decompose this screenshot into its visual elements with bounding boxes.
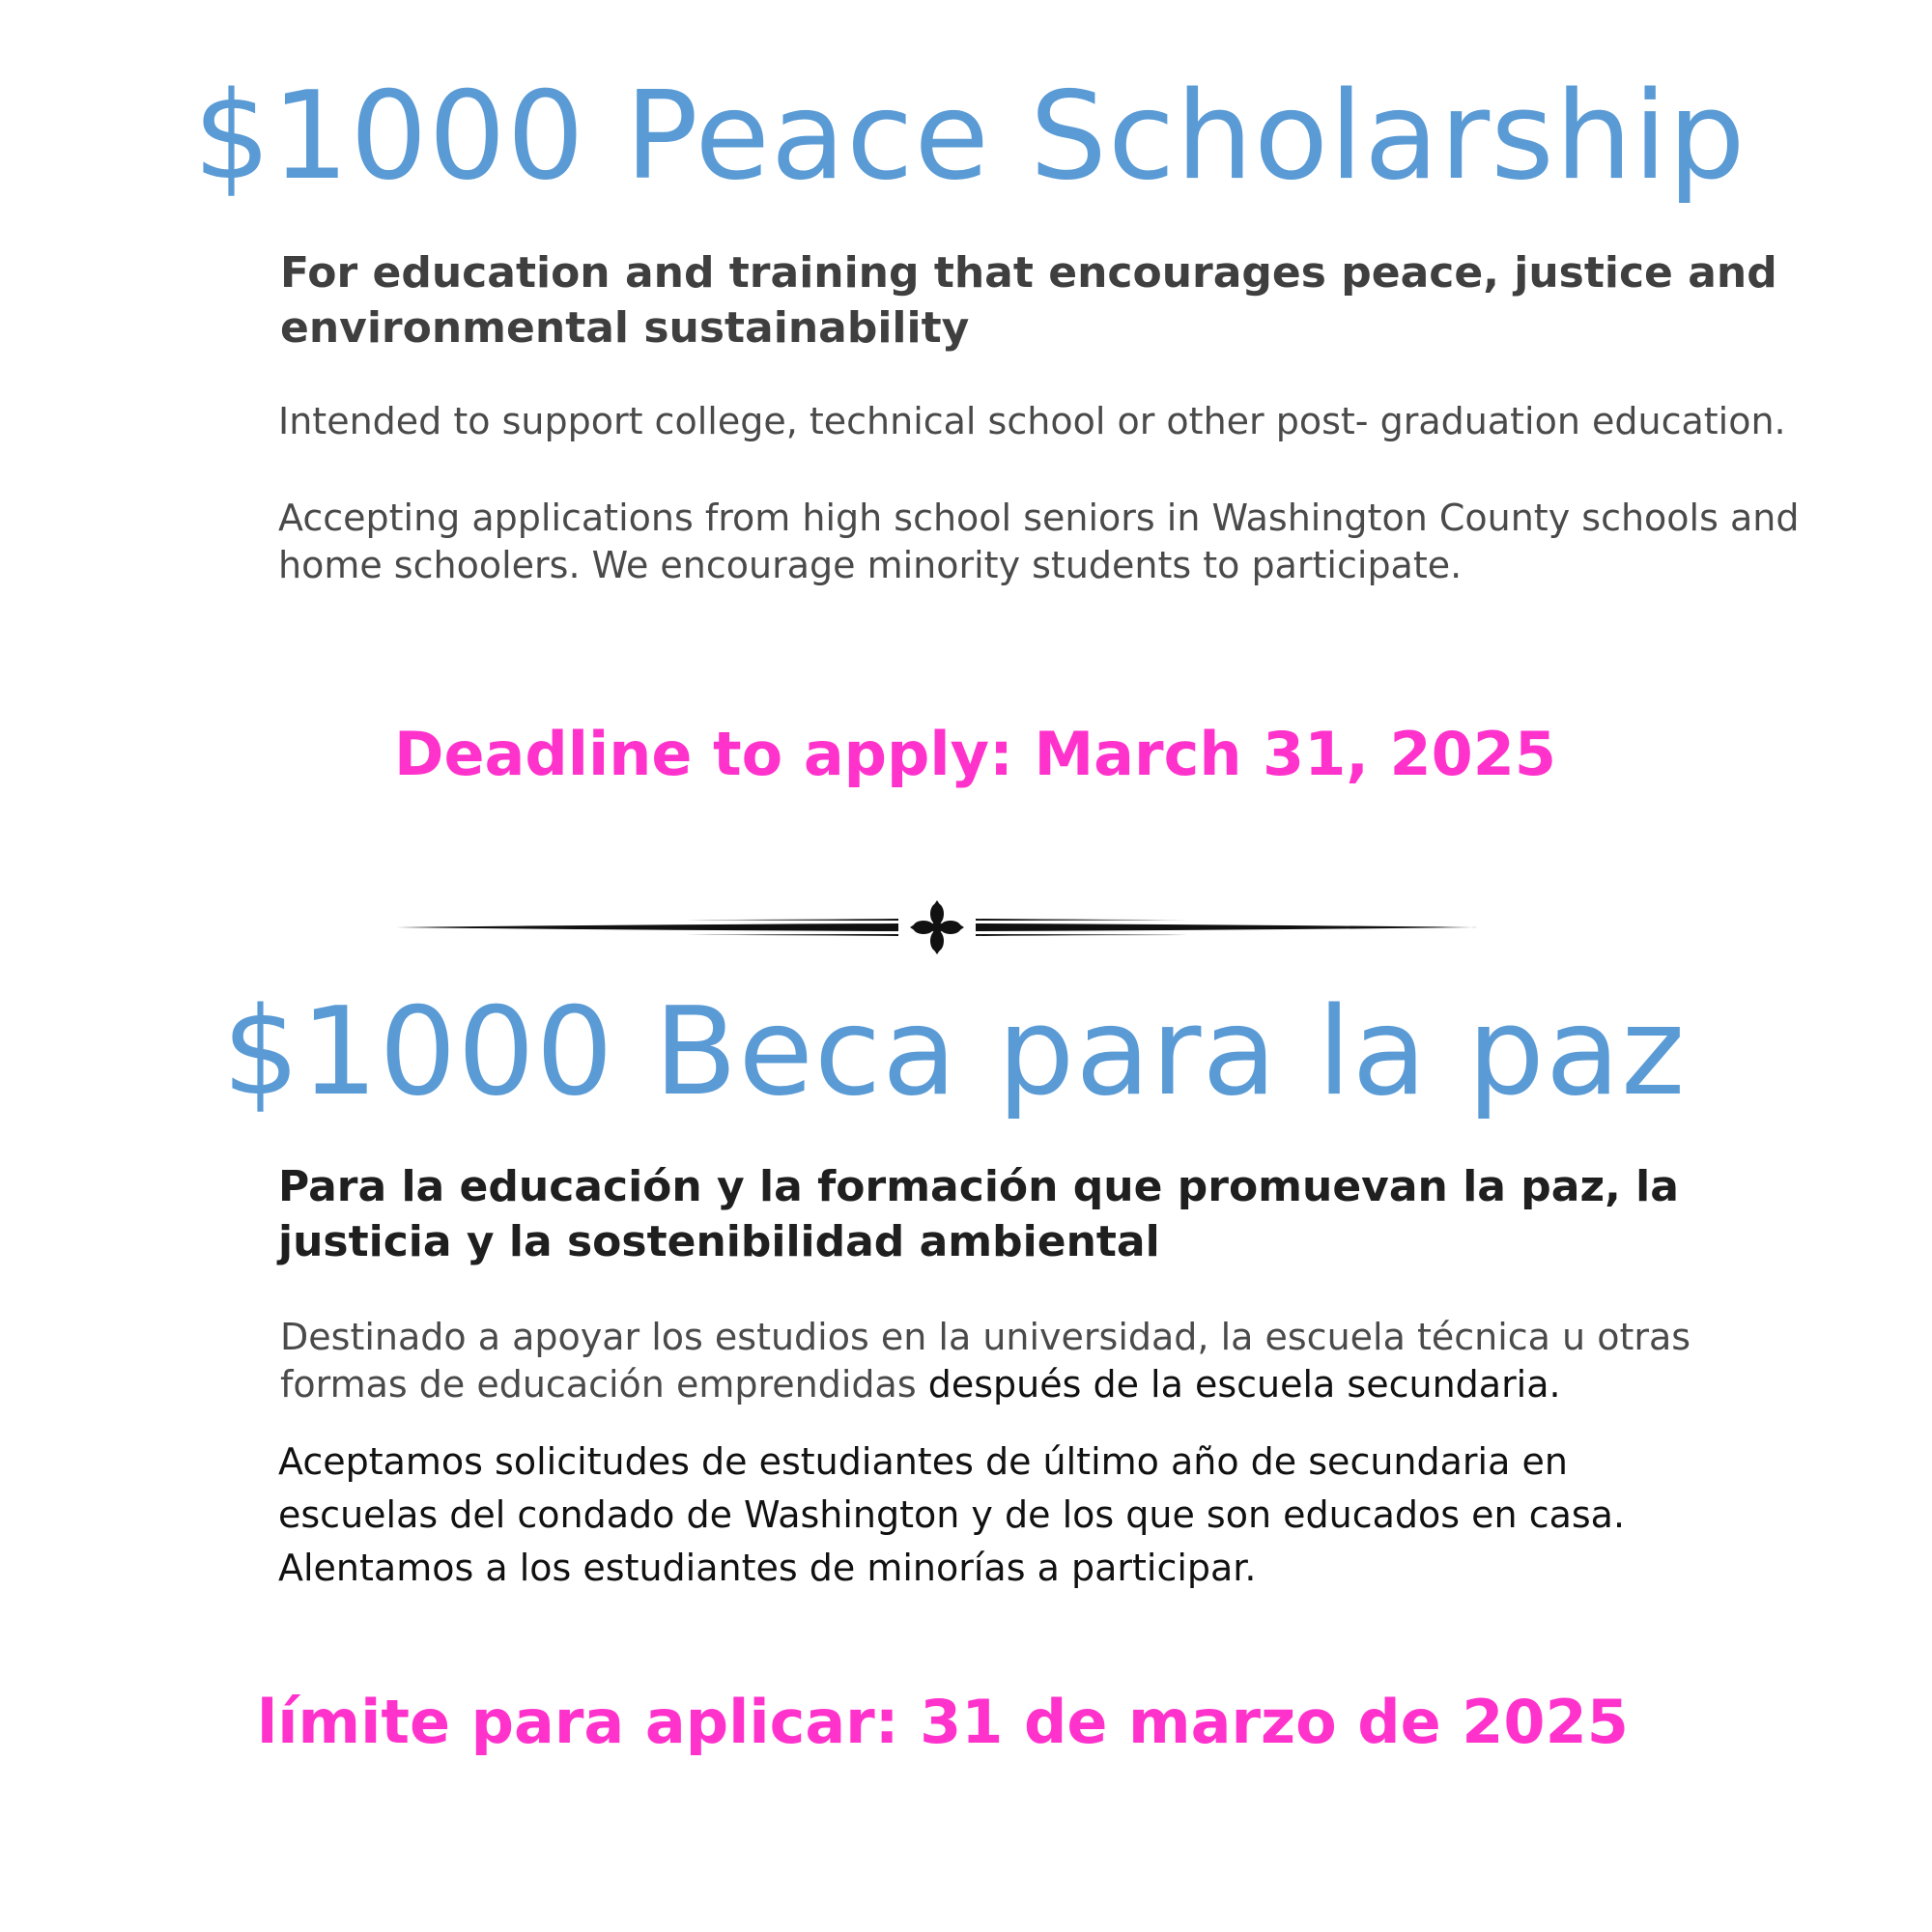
divider-left-line-thin xyxy=(686,919,898,921)
spanish-intro-segment-dark: después de la escuela secundaria. xyxy=(927,1363,1561,1406)
spanish-subheading: Para la educación y la formación que promuevan la paz, la justicia y la sostenibilidad ambiental xyxy=(278,1162,1679,1267)
spanish-eligibility-line: Aceptamos solicitudes de estudiantes de último año de secundaria en xyxy=(278,1440,1568,1483)
spanish-eligibility-text xyxy=(278,1435,1727,1595)
spanish-deadline: límite para aplicar: 31 de marzo de 2025 xyxy=(257,1687,1629,1757)
divider-left-line xyxy=(396,923,898,931)
spanish-intro-line: Destinado a apoyar los estudios en la universidad, la escuela técnica u otras xyxy=(280,1316,1691,1358)
english-intro-text: Intended to support college, technical school or other post- graduation education. xyxy=(278,400,1786,442)
english-eligibility-text xyxy=(278,495,1824,590)
english-title: $1000 Peace Scholarship xyxy=(193,65,1747,207)
english-eligibility-line: Accepting applications from high school seniors in Washington County schools and xyxy=(278,497,1800,539)
spanish-title: $1000 Beca para la paz xyxy=(222,980,1687,1122)
english-eligibility-line: home schoolers. We encourage minority students to participate. xyxy=(278,544,1463,587)
divider-right-line-thin-lower xyxy=(976,934,1188,936)
divider-right-line-thin xyxy=(976,919,1188,921)
spanish-intro-segment: formas de educación emprendidas xyxy=(280,1363,928,1406)
fleuron-ornament-icon xyxy=(910,900,964,954)
spanish-intro-line xyxy=(280,1361,1729,1408)
english-deadline: Deadline to apply: March 31, 2025 xyxy=(394,719,1557,789)
spanish-intro-text xyxy=(280,1314,1729,1409)
divider-right-line xyxy=(976,923,1478,931)
ornamental-divider xyxy=(396,898,1478,956)
divider-left-line-thin-lower xyxy=(686,934,898,936)
spanish-eligibility-line: Alentamos a los estudiantes de minorías a participar. xyxy=(278,1547,1257,1590)
spanish-eligibility-line: escuelas del condado de Washington y de los que son educados en casa. xyxy=(278,1493,1626,1537)
english-subheading: For education and training that encourages peace, justice and environmental sustainability xyxy=(280,248,1777,354)
